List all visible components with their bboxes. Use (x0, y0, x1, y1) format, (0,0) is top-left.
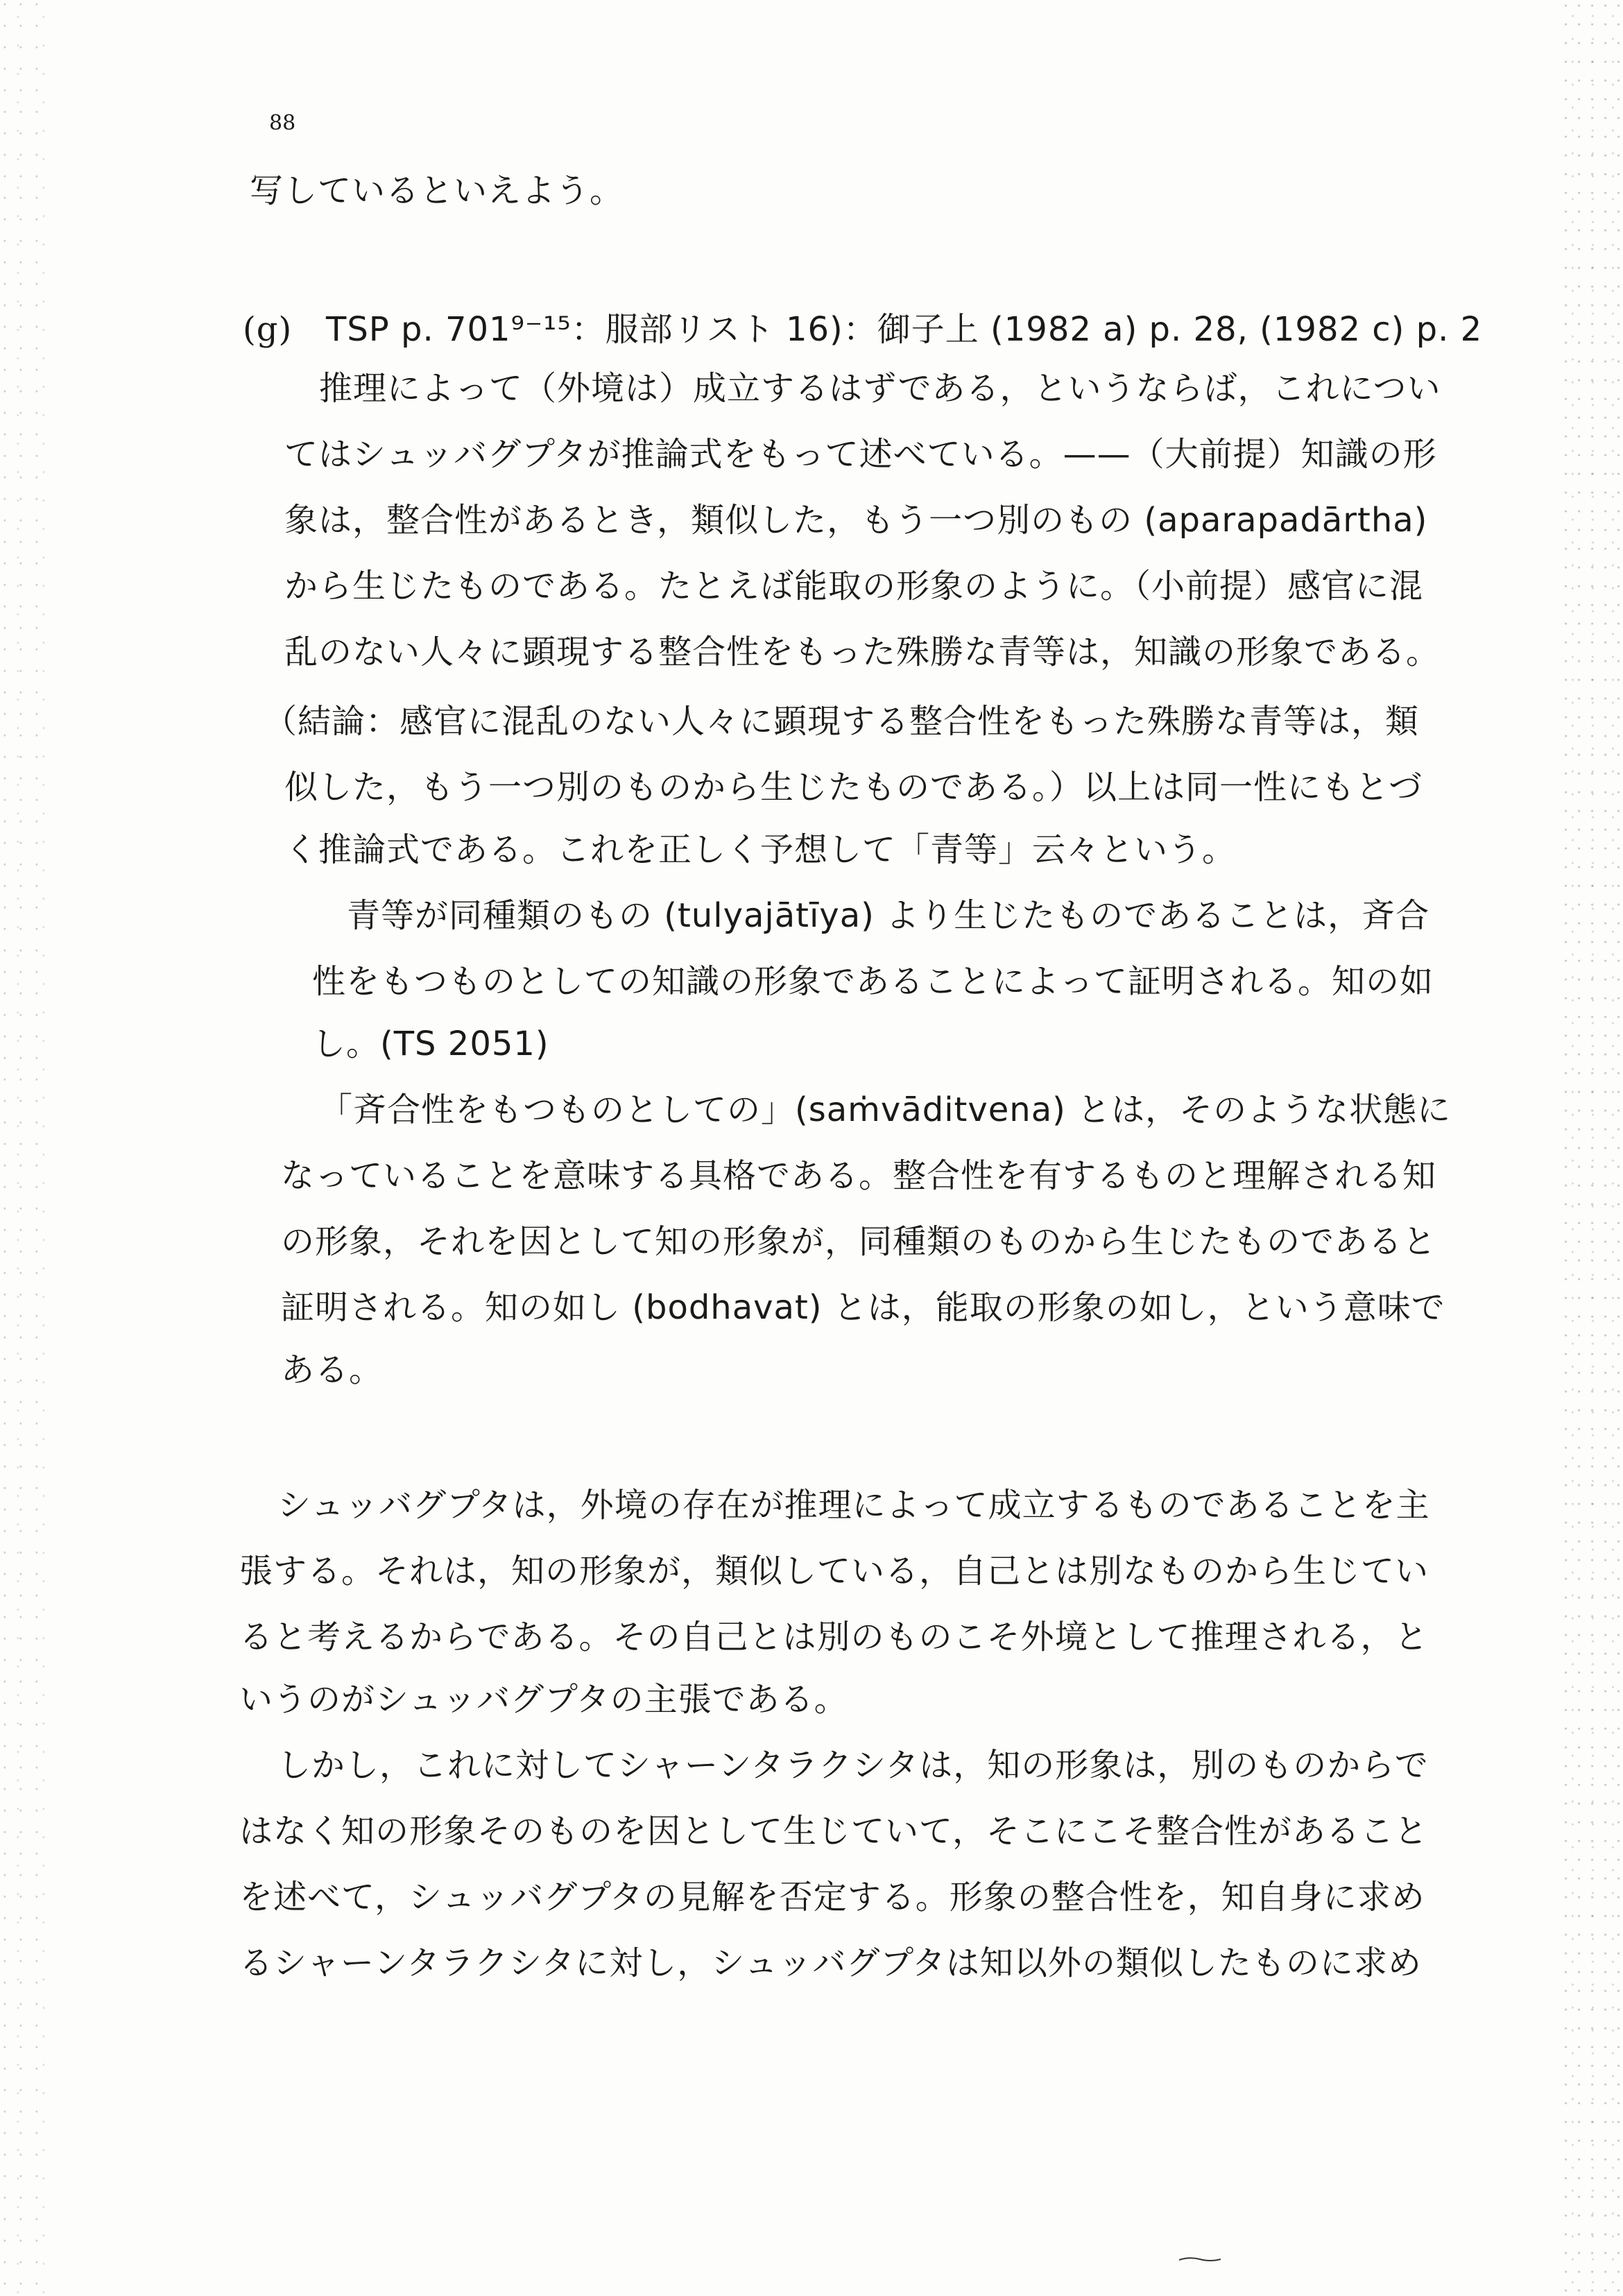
translation-line: 乱のない人々に顕現する整合性をもった殊勝な青等は，知識の形象である。 (284, 633, 1441, 671)
reference-mark: (g) (243, 310, 293, 349)
verse-line: 性をもつものとしての知識の形象であることによって証明される。知の如 (312, 962, 1434, 1001)
scan-edge-right (1561, 0, 1623, 2296)
translation-line: 似した，もう一つ別のものから生じたものである。）以上は同一性にもとづ (284, 768, 1423, 807)
reference-citation: TSP p. 701⁹⁻¹⁵：服部リスト 16)：御子上 (1982 a) p. 28, (1982 c) p. 2 (326, 310, 1483, 349)
body-line: しかし，これに対してシャーンタラクシタは，知の形象は，別のものからで (277, 1746, 1429, 1785)
body-line: るシャーンタラクシタに対し，シュッバグプタは知以外の類似したものに求め (239, 1944, 1422, 1982)
translation-line: てはシュッバグプタが推論式をもって述べている。——（大前提）知識の形 (284, 435, 1437, 474)
translation-line: 象は，整合性があるとき，類似した，もう一つ別のもの (aparapadārtha) (284, 501, 1428, 540)
translation-line: から生じたものである。たとえば能取の形象のように。（小前提）感官に混 (284, 567, 1424, 606)
commentary-line: 「斉合性をもつものとしての」(saṁvāditvena) とは，そのような状態に (319, 1090, 1452, 1129)
body-line: はなく知の形象そのものを因として生じていて，そこにこそ整合性があること (239, 1812, 1429, 1851)
body-line: 張する。それは，知の形象が，類似している，自己とは別なものから生じてい (239, 1552, 1429, 1591)
verse-line: し。(TS 2051) (312, 1025, 549, 1063)
commentary-line: 証明される。知の如し (bodhavat) とは，能取の形象の如し，という意味で (281, 1288, 1445, 1327)
translation-line: く推論式である。これを正しく予想して「青等」云々という。 (284, 830, 1237, 869)
commentary-line: の形象，それを因として知の形象が，同種類のものから生じたものであると (281, 1222, 1437, 1261)
scan-mark (1179, 2256, 1221, 2262)
body-line: を述べて，シュッバグプタの見解を否定する。形象の整合性を，知自身に求め (239, 1878, 1425, 1917)
commentary-line: ある。 (281, 1351, 384, 1389)
translation-line: （結論：感官に混乱のない人々に顕現する整合性をもった殊勝な青等は，類 (264, 702, 1420, 741)
body-line: ると考えるからである。その自己とは別のものこそ外境として推理される，と (239, 1618, 1429, 1656)
scan-edge-left (0, 0, 49, 2296)
page-number: 88 (269, 111, 296, 135)
intro-line: 写しているといえよう。 (250, 171, 624, 210)
body-line: シュッバグプタは，外境の存在が推理によって成立するものであることを主 (277, 1486, 1430, 1525)
verse-line: 青等が同種類のもの (tulyajātīya) より生じたものであることは，斉合 (347, 896, 1430, 935)
body-line: いうのがシュッバグプタの主張である。 (239, 1680, 848, 1719)
translation-line: 推理によって（外境は）成立するはずである，というならば，これについ (319, 369, 1441, 408)
commentary-line: なっていることを意味する具格である。整合性を有するものと理解される知 (281, 1156, 1437, 1195)
